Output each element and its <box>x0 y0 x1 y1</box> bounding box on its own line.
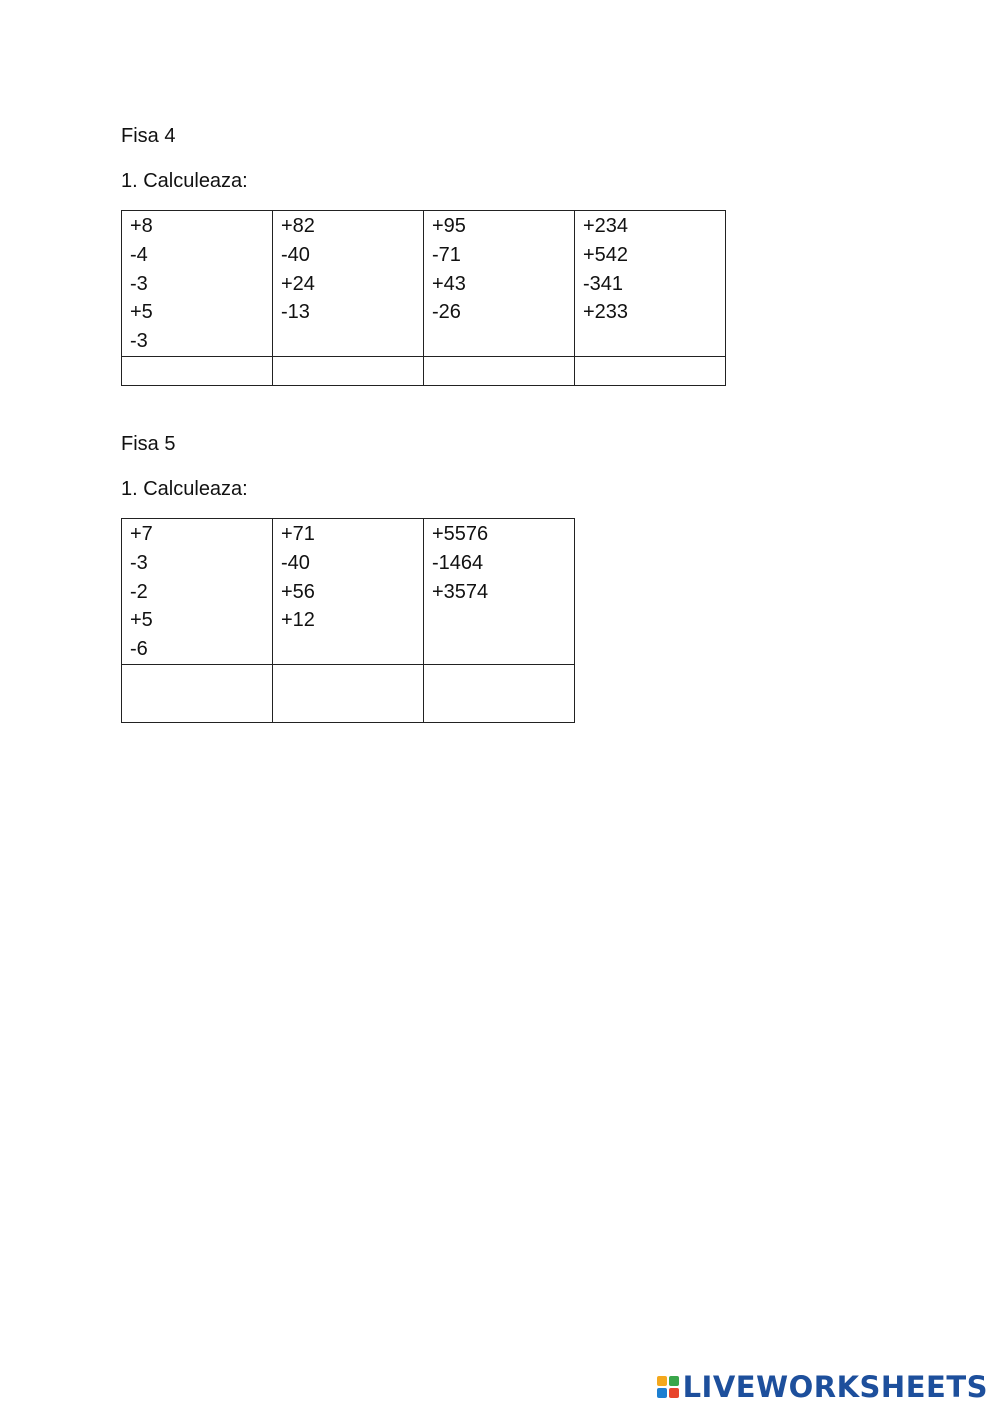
fisa5-table <box>121 518 575 723</box>
term: -3 <box>130 272 148 295</box>
fisa4-answer-2[interactable] <box>273 356 424 385</box>
fisa5-answer-row <box>122 664 575 722</box>
fisa5-problem-1 <box>122 519 273 665</box>
fisa4-problem-1 <box>122 211 273 357</box>
fisa4-problem-row <box>122 211 726 357</box>
fisa5-answer-1[interactable] <box>122 664 273 722</box>
term: +3574 <box>432 580 489 603</box>
fisa4-problem-3 <box>424 211 575 357</box>
fisa4-title: Fisa 4 <box>121 125 176 147</box>
fisa5-title: Fisa 5 <box>121 433 176 455</box>
term: +95 <box>432 215 466 237</box>
fisa4-answer-1[interactable] <box>122 356 273 385</box>
liveworksheets-brand[interactable] <box>657 1370 988 1404</box>
term: -40 <box>281 243 310 266</box>
term: +24 <box>281 272 315 295</box>
liveworksheets-logo-icon <box>657 1376 679 1398</box>
term: -4 <box>130 243 148 266</box>
fisa4-instruction: 1. Calculeaza: <box>121 170 248 192</box>
term: -71 <box>432 243 461 266</box>
fisa5-answer-3[interactable] <box>424 664 575 722</box>
brand-wordmark: LIVEWORKSHEETS <box>682 1370 988 1404</box>
term: +5576 <box>432 523 489 545</box>
term: -3 <box>130 330 148 353</box>
fisa4-problem-4 <box>575 211 726 357</box>
term: -40 <box>281 551 310 574</box>
term: +542 <box>583 243 629 266</box>
fisa4-problem-2 <box>273 211 424 357</box>
term: +56 <box>281 580 315 603</box>
term: +82 <box>281 215 315 237</box>
term: +12 <box>281 609 315 632</box>
fisa4-answer-4[interactable] <box>575 356 726 385</box>
term: +5 <box>130 609 153 632</box>
term: +43 <box>432 272 466 295</box>
fisa5-problem-2 <box>273 519 424 665</box>
term: -1464 <box>432 551 484 574</box>
fisa4-table <box>121 210 726 386</box>
term: -26 <box>432 301 461 324</box>
term: -3 <box>130 551 148 574</box>
term: +5 <box>130 301 153 324</box>
fisa5-problem-3 <box>424 519 575 665</box>
term: +8 <box>130 215 153 237</box>
term: -6 <box>130 638 148 661</box>
term: +233 <box>583 301 629 324</box>
fisa5-answer-2[interactable] <box>273 664 424 722</box>
fisa5-problem-row <box>122 519 575 665</box>
fisa4-answer-row <box>122 356 726 385</box>
term: -13 <box>281 301 310 324</box>
fisa4-answer-3[interactable] <box>424 356 575 385</box>
term: +234 <box>583 215 629 237</box>
fisa5-instruction: 1. Calculeaza: <box>121 478 248 500</box>
term: -2 <box>130 580 148 603</box>
term: +7 <box>130 523 153 545</box>
term: -341 <box>583 272 624 295</box>
term: +71 <box>281 523 315 545</box>
